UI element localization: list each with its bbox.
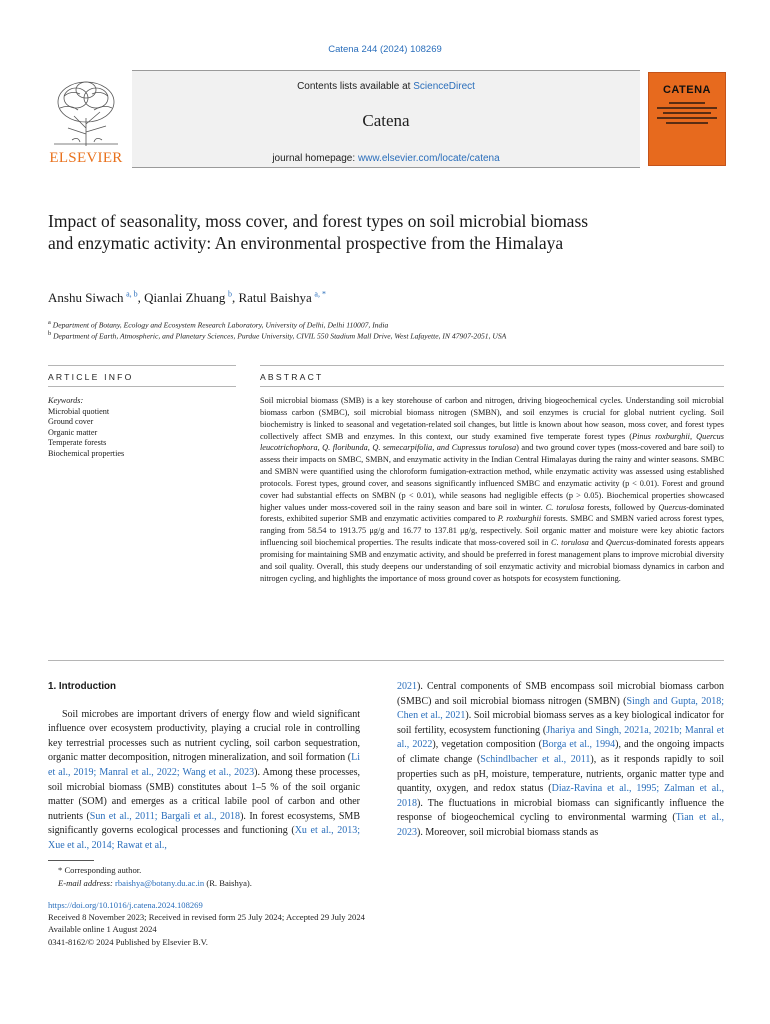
online-date: Available online 1 August 2024 (48, 924, 157, 935)
author-1[interactable]: Anshu Siwach $^{a, b}$, (48, 290, 145, 306)
abstract-end-rule (48, 660, 724, 661)
cover-title: CATENA (662, 84, 711, 96)
article-info-heading: ARTICLE INFO (48, 372, 134, 382)
reference-link[interactable]: Diaz-Ravina et al., 1995; Zalman et al., 2018 (397, 783, 724, 809)
homepage-prefix: journal homepage: (272, 153, 358, 164)
article-info-rule (48, 365, 236, 366)
reference-link[interactable]: Singh and Gupta, 2018; Chen et al., 2021 (397, 695, 724, 722)
abstract-rule (260, 365, 724, 366)
keyword-item: Biochemical properties (48, 448, 125, 458)
sciencedirect-link[interactable]: ScienceDirect (413, 81, 475, 92)
reference-link[interactable]: Li et al., 2019; Manral et al., 2022; Wang et al., 2023 (48, 752, 360, 778)
email-link[interactable]: rbaishya@botany.du.ac.in (114, 878, 205, 888)
journal-citation[interactable]: Catena 244 (2024) 108269 (328, 44, 442, 55)
elsevier-logo[interactable] (46, 70, 126, 168)
reference-link[interactable]: Tian et al., 2023 (397, 812, 724, 838)
cover-text-lines (657, 99, 717, 127)
received-dates: Received 8 November 2023; Received in revised form 25 July 2024; Accepted 29 July 2024 (48, 912, 365, 923)
doi-link[interactable]: https://doi.org/10.1016/j.catena.2024.108269 (48, 900, 203, 910)
author-list (48, 290, 326, 306)
introduction-heading: 1. Introduction (48, 681, 117, 692)
journal-header-box (132, 70, 640, 168)
reference-link[interactable]: 2021 (397, 681, 417, 692)
elsevier-wordmark: ELSEVIER (49, 150, 123, 166)
author-1-affil-mark[interactable]: a, b (126, 290, 138, 299)
introduction-paragraph: Soil microbes are important drivers of energy flow and wield significant influence over ecosystem productivity, playing a crucial role in controlling key terrestrial processes such as nutrient cycling, soil carbon sequestration, organic matter decomposition, nitrogen mineralization, and soil formation (Li et al., 2019; Manral et al., 2022; Wang et al., 2023). Among these processes, soil microbial biomass (SMB) constitutes about 1–5 % of the soil organic matter (SOM) and emerges as a critical labile pool of carbon and other nutrients (Sun et al., 2011; Bargali et al., 2018). In forest ecosystems, SMB significantly governs ecological processes and functioning (Xu et al., 2013; Xue et al., 2014; Rawat et al., (48, 708, 360, 851)
reference-link[interactable]: Sun et al., 2011; Bargali et al., 2018 (89, 810, 241, 822)
abstract-heading: ABSTRACT (260, 372, 324, 382)
corresponding-author-note: * Corresponding author. (58, 865, 142, 875)
email-label: E-mail address: (58, 878, 115, 888)
copyright-line: 0341-8162/© 2024 Published by Elsevier B.V. (48, 936, 208, 947)
footnote-rule (48, 860, 94, 861)
author-3[interactable]: Ratul Baishya $^{a, *}$ (238, 290, 326, 306)
elsevier-tree-icon (50, 78, 122, 148)
journal-cover-thumbnail[interactable] (648, 72, 726, 166)
journal-masthead (46, 70, 726, 168)
publication-info (48, 899, 365, 948)
email-note: E-mail address: rbaishya@botany.du.ac.in (R. Baishya). (58, 878, 252, 888)
affiliation-b: $^b$ Department of Earth, Atmospheric, and Planetary Sciences, Purdue University, CIVIL 550 Stadium Mall Drive, West Lafayette, IN 47907-2051, USA (48, 330, 507, 341)
author-2-affil-mark[interactable]: b (227, 290, 232, 299)
introduction-column-2 (397, 680, 724, 841)
keyword-item: Temperate forests (48, 438, 107, 448)
keywords-block (48, 396, 238, 460)
introduction-paragraph-continued: 2021). Central components of SMB encompass soil microbial biomass carbon (SMBC) and soil microbial biomass nitrogen (SMBN) (Singh and Gupta, 2018; Chen et al., 2021). Soil microbial biomass serves as a key biological indicator for soil fertility, ecosystem functioning (Jhariya and Singh, 2021a, 2021b; Manral et al., 2022), vegetation composition (Borga et al., 1994), and the ongoing impacts of climate change (Schindlbacher et al., 2011), as it responds rapidly to soil properties such as pH, moisture, temperature, nutrients, organic matter type and quantity, oxygen, and redox status (Diaz-Ravina et al., 1995; Zalman et al., 2018). The fluctuations in microbial biomass can significantly influence the response of biogeochemical cycling to environmental warming (Tian et al., 2023). Moreover, soil microbial biomass stands as (397, 681, 725, 838)
article-title: Impact of seasonality, moss cover, and forest types on soil microbial biomass and enzymatic activity: An environmental prospective from the Himalaya (48, 211, 589, 253)
introduction-column-1 (48, 680, 360, 854)
reference-link[interactable]: Borga et al., 1994 (542, 739, 616, 751)
journal-name: Catena (362, 111, 410, 130)
reference-link[interactable]: Xu et al., 2013; Xue et al., 2014; Rawat et al., (48, 825, 360, 851)
keywords-label: Keywords: (48, 396, 84, 405)
author-3-affil-mark[interactable]: a, * (314, 290, 326, 299)
abstract-text: Soil microbial biomass (SMB) is a key storehouse of carbon and nitrogen, driving biogeochemical cycles. Understanding soil microbial biomass carbon (SMBC), soil microbial biomass nitrogen (SMBN), and soil enzymes is crucial for global nutrient cycling. Soil biochemistry is linked to seasonal and vegetation-related soil changes, but little is known about how season, moss cover, and forest types collectively affect SMB and enzymes. In this context, our study examined five temperate forest types (Pinus roxburghii, Quercus leucotrichophora, Q. floribunda, Q. semecarpifolia, and Cupressus torulosa) and two ground cover types (moss-covered and bare soil) to assess their impacts on SMBC, SMBN, and enzymatic activity in the Indian Central Himalayas during the rainy and winter seasons. SMBC and SMBN were quantified using the chloroform fumigation-extraction method, while enzymatic activity was assessed using established protocols. Forest types, ground cover, and seasons significantly influenced SMBC and enzymatic activity (p < 0.01). Forest and ground cover had substantial effects on SMBN (p < 0.01), while seasons had negligible effects (p > 0.05). Biochemical properties showcased higher values under moss-covered soil in the rainy season and bare soil in winter. C. torulosa forests, followed by Quercus-dominated forests, exhibited superior SMB and enzymatic activities compared to P. roxburghii forests. SMBC and SMBN varied across forest types, ranging from 58.54 to 1913.75 μg/g and 16.77 to 137.81 μg/g, respectively. Soil organic matter and moisture were key abiotic factors influencing soil biochemical properties. The results indicate that moss-covered soil in C. torulosa and Quercus-dominated forests appears promising for maintaining SMB and enzymatic activity, and should be preferred in forest management plans to improve microbial diversity and soil quality. Overall, this study deepens our understanding of soil enzymatic activity and microbial biomass dynamics in carbon and nitrogen cycling, and highlights the importance of moss ground cover as hotspots for ecosystem functioning. (260, 396, 725, 583)
contents-prefix: Contents lists available at (297, 81, 414, 92)
homepage-line (132, 153, 640, 164)
author-2[interactable]: Qianlai Zhuang $^b$, (144, 290, 239, 306)
abstract-subrule (260, 386, 724, 387)
contents-line (132, 81, 640, 92)
keyword-item: Microbial quotient (48, 406, 110, 416)
article-info-subrule (48, 386, 236, 387)
reference-link[interactable]: Jhariya and Singh, 2021a, 2021b; Manral et al., 2022 (397, 724, 724, 751)
homepage-link[interactable]: www.elsevier.com/locate/catena (357, 153, 500, 164)
keyword-item: Ground cover (48, 417, 94, 427)
affiliation-a: $^a$ Department of Botany, Ecology and Ecosystem Research Laboratory, University of Delhi, Delhi 110007, India (48, 319, 389, 330)
reference-link[interactable]: Schindlbacher et al., 2011 (480, 753, 591, 765)
keyword-item: Organic matter (48, 427, 98, 437)
